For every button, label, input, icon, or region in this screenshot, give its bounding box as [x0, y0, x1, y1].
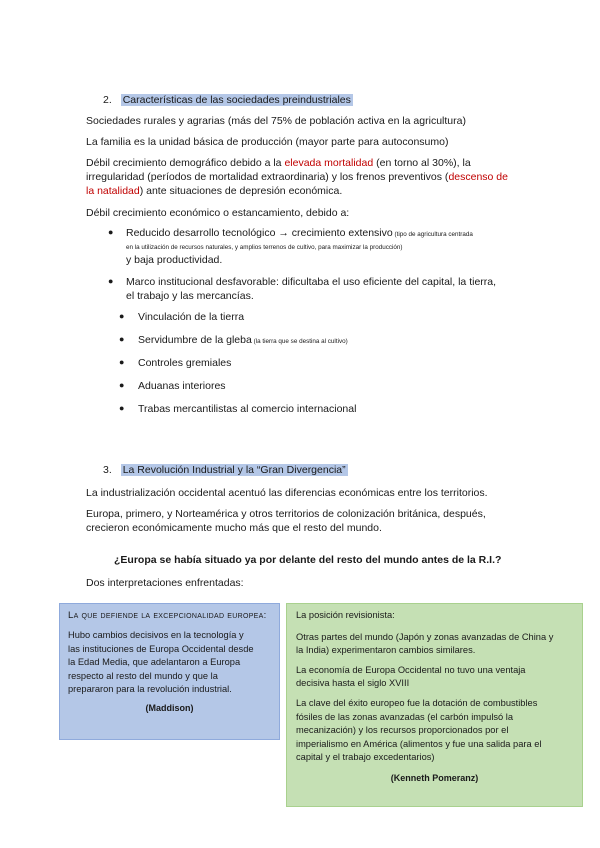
section-2-heading	[103, 94, 353, 107]
box-right-line: La economía de Europa Occidental no tuvo una ventaja	[296, 664, 526, 675]
box-right-line: capital y el trabajo excedentarios)	[296, 752, 435, 763]
red-mortality: elevada mortalidad	[284, 157, 374, 169]
paragraph-economic: Débil crecimiento económico o estancamiento, debido a:	[86, 207, 350, 219]
section-2-number: 2.	[103, 94, 112, 106]
section-3-number: 3.	[103, 464, 112, 476]
paragraph-family: La familia es la unidad básica de producción (mayor parte para autoconsumo)	[86, 136, 449, 148]
box-right-title: La posición revisionista:	[296, 610, 395, 620]
section-3-title: La Revolución Industrial y la “Gran Divergencia”	[122, 464, 346, 476]
box-left-line: la Edad Media, que adelantaron a Europa	[68, 657, 241, 668]
box-right-line: fósiles de las zonas avanzadas (el carbón impulsó la	[296, 711, 514, 722]
bullet-icon: ●	[108, 227, 114, 237]
box-left-author: (Maddison)	[145, 702, 194, 713]
box-right-line: Otras partes del mundo (Japón y zonas avanzadas de China y	[296, 631, 554, 642]
bullet-icon: ●	[119, 357, 125, 367]
box-left-title: La que defiende la excepcionalidad europea:	[68, 610, 267, 621]
sub-item: Trabas mercantilistas al comercio internacional	[138, 403, 357, 415]
box-right-line: la India) experimentaron cambios similares.	[296, 645, 476, 656]
question-heading: ¿Europa se había situado ya por delante del resto del mundo antes de la R.I.?	[114, 554, 502, 566]
sub-item: Aduanas interiores	[138, 380, 226, 392]
box-right-author: (Kenneth Pomeranz)	[390, 772, 479, 783]
box-revisionist	[286, 603, 583, 807]
box-left-line: prepararon para la revolución industrial.	[68, 684, 232, 695]
paragraph-demographic: Débil crecimiento demográfico debido a la elevada mortalidad (en torno al 30%), la irregularidad (períodos de mortalidad extraordinaria) y los frenos preventivos (descenso de la natalidad) ante situaciones de depresión económica.	[86, 157, 508, 197]
red-natality-2: la natalidad	[86, 185, 140, 197]
paragraph-industrialization: La industrialización occidental acentuó las diferencias económicas entre los territorios.	[86, 487, 488, 499]
bullet-technology: Reducido desarrollo tecnológico → crecimiento extensivo (tipo de agricultura centrada en la utilización de recursos naturales, y amplios terrenos de cultivo, para maximizar la producción) y baja productividad.	[126, 227, 473, 266]
paragraph-intro: Dos interpretaciones enfrentadas:	[86, 577, 244, 589]
box-right-line: decisiva hasta el siglo XVIII	[296, 678, 410, 689]
section-2-title: Características de las sociedades preindustriales	[122, 94, 351, 106]
sub-item: Controles gremiales	[138, 357, 232, 369]
box-right-line: La clave del éxito europeo fue la dotación de combustibles	[296, 697, 538, 708]
section-3-heading	[103, 464, 348, 477]
sub-item: Vinculación de la tierra	[138, 311, 245, 323]
sub-item: Servidumbre de la gleba (la tierra que se destina al cultivo)	[138, 334, 348, 346]
box-left-line: Hubo cambios decisivos en la tecnología y	[68, 630, 244, 640]
paragraph-rural: Sociedades rurales y agrarias (más del 75% de población activa en la agricultura)	[86, 115, 466, 127]
bullet-institutional: Marco institucional desfavorable: dificultaba el uso eficiente del capital, la tierra, el trabajo y las mercancías.	[126, 276, 497, 302]
box-right-line: mecanización) y los recursos proporcionados por el	[296, 725, 509, 736]
box-left-line: respecto al resto del mundo y que la	[68, 670, 218, 681]
bullet-icon: ●	[108, 276, 114, 286]
paragraph-europe: Europa, primero, y Norteamérica y otros territorios de colonización británica, después, crecieron económicamente mucho más que el resto del mundo.	[86, 508, 486, 534]
red-natality-1: descenso de	[448, 171, 508, 183]
bullet-icon: ●	[119, 334, 125, 344]
box-exceptionalism	[59, 603, 280, 740]
box-right-line: imperialismo en América (alimentos y fue una salida para el	[296, 738, 542, 749]
bullet-icon: ●	[119, 311, 125, 321]
bullet-icon: ●	[119, 403, 125, 413]
box-left-line: las instituciones de Europa Occidental desde	[68, 643, 254, 654]
bullet-icon: ●	[119, 380, 125, 390]
